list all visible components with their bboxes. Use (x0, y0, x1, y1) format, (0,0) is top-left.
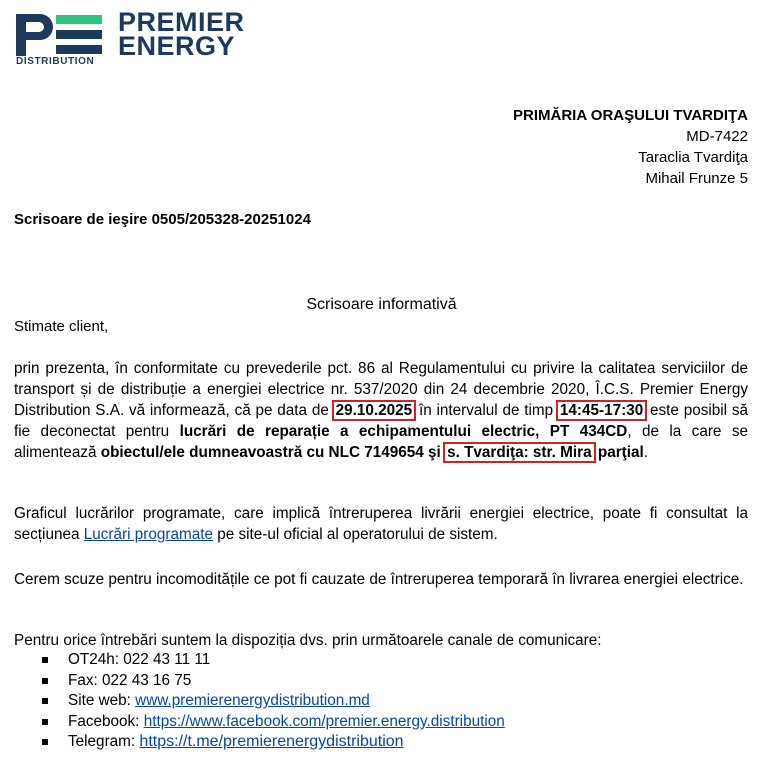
telegram-link[interactable]: https://t.me/premierenergydistribution (139, 733, 404, 750)
bullet-icon (42, 698, 48, 704)
contact-site-label: Site web: (68, 692, 136, 709)
logo-line-premier: PREMIER (118, 7, 245, 37)
p2-text-2: pe site-ul oficial al operatorului de sistem. (212, 526, 498, 543)
schedule-paragraph (14, 503, 748, 545)
recipient-locality: Taraclia Tvardiţa (638, 149, 748, 166)
p1-text-2: în intervalul de timp (414, 402, 558, 419)
facebook-link[interactable]: https://www.facebook.com/premier.energy.distribution (143, 712, 505, 730)
notice-paragraph (14, 358, 748, 463)
works-description: lucrări de reparație a echipamentului electric, PT 434CD (179, 423, 628, 440)
contact-facebook (14, 712, 505, 733)
logo-subtitle: DISTRIBUTION (16, 56, 95, 67)
website-link[interactable]: www.premierenergydistribution.md (135, 692, 370, 709)
scheduled-works-link[interactable]: Lucrări programate (83, 526, 213, 543)
affected-location: s. Tvardiţa: str. Mira (443, 442, 596, 463)
p1-text-1: prin prezenta, în conformitate cu prevederile pct. 86 al Regulamentului cu privire la calitatea serviciilor de transport și de distribuție a energiei electrice nr. 537/2020 din 24 decembrie 2020, Î.C.S. Premier Energy Distribution S.A. vă informează, că pe data de (14, 360, 748, 419)
recipient-street: Mihail Frunze 5 (645, 170, 748, 187)
outage-time: 14:45-17:30 (556, 400, 647, 421)
greeting: Stimate client, (14, 318, 109, 335)
bullet-icon (42, 739, 48, 745)
bullet-icon (42, 719, 48, 725)
logo-wordmark (118, 7, 245, 61)
recipient-address (513, 105, 748, 189)
contact-ot24h-text: OT24h: 022 43 11 11 (68, 651, 211, 668)
contact-facebook-label: Facebook: (68, 712, 144, 730)
p2-text-1: Graficul lucrărilor programate, care implică întreruperea livrării energiei electrice, poate fi consultat la secțiunea (14, 505, 748, 543)
p1-end: . (643, 444, 648, 461)
contact-fax (14, 671, 505, 692)
contact-list (14, 650, 505, 753)
contact-telegram (14, 732, 505, 753)
bullet-icon (42, 678, 48, 684)
contact-telegram-label: Telegram: (68, 733, 140, 750)
p1-text-3: este posibil să fie deconectat pentru (14, 402, 748, 440)
contact-ot24h (14, 650, 505, 671)
partial-label: parţial (597, 444, 644, 461)
outage-date: 29.10.2025 (332, 400, 417, 421)
apology-paragraph: Cerem scuze pentru incomoditățile ce pot fi cauzate de întreruperea temporară în livrarea energiei electrice. (14, 571, 744, 588)
logo-line-energy: ENERGY (118, 31, 236, 61)
letter-subject: Scrisoare de ieşire 0505/205328-20251024 (14, 211, 311, 228)
contact-intro: Pentru orice întrebări suntem la dispoziția dvs. prin următoarele canale de comunicare: (14, 632, 602, 649)
affected-object: obiectul/ele dumneavoastră cu NLC 7149654 şi (100, 444, 441, 461)
recipient-postal: MD-7422 (686, 128, 748, 145)
letter-title: Scrisoare informativă (306, 296, 457, 313)
contact-site (14, 691, 505, 712)
recipient-name: PRIMĂRIA ORAŞULUI TVARDIŢA (513, 107, 748, 124)
p1-text-4: , de la care se alimentează (14, 423, 748, 461)
bullet-icon (42, 657, 48, 663)
premier-energy-logo-icon (14, 12, 104, 58)
contact-fax-text: Fax: 022 43 16 75 (68, 671, 192, 689)
